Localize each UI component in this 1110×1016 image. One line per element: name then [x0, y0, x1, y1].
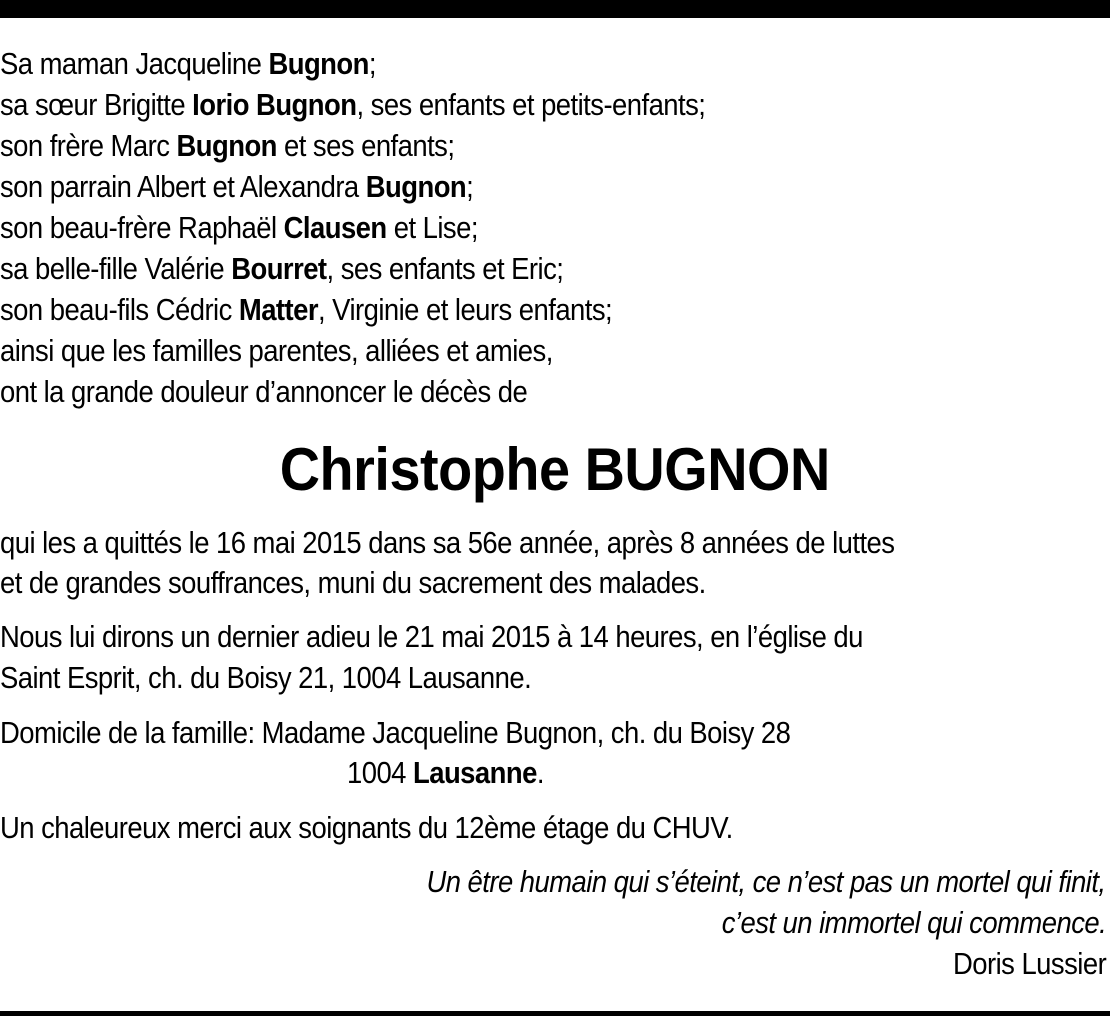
domicile-line-1: Domicile de la famille: Madame Jacqueline Bugnon, ch. du Boisy 28	[0, 716, 791, 750]
announcement-line: ont la grande douleur d’annoncer le décès de	[0, 375, 528, 409]
funeral-line-2: Saint Esprit, ch. du Boisy 21, 1004 Lausanne.	[0, 661, 532, 695]
quote-line-1: Un être humain qui s’éteint, ce n’est pas un mortel qui finit,	[426, 865, 1106, 899]
deceased-name: Christophe BUGNON	[279, 436, 831, 503]
quote-author: Doris Lussier	[952, 947, 1106, 981]
family-line-sister: sa sœur Brigitte Iorio Bugnon, ses enfants et petits-enfants;	[0, 88, 706, 122]
death-notice-line-2: et de grandes souffrances, muni du sacrement des malades.	[0, 566, 706, 600]
bottom-rule	[0, 1011, 1110, 1016]
funeral-line-1: Nous lui dirons un dernier adieu le 21 mai 2015 à 14 heures, en l’église du	[0, 620, 863, 654]
family-line-stepson: son beau-fils Cédric Matter, Virginie et leurs enfants;	[0, 293, 613, 327]
family-line-stepdaughter: sa belle-fille Valérie Bourret, ses enfants et Eric;	[0, 252, 564, 286]
family-line-brother: son frère Marc Bugnon et ses enfants;	[0, 129, 455, 163]
quote-line-2: c’est un immortel qui commence.	[721, 906, 1106, 940]
domicile-line-2: 1004 Lausanne.	[347, 756, 544, 790]
family-line-relatives: ainsi que les familles parentes, alliées et amies,	[0, 334, 553, 368]
thanks-line: Un chaleureux merci aux soignants du 12ème étage du CHUV.	[0, 811, 733, 845]
family-line-mother: Sa maman Jacqueline Bugnon;	[0, 47, 376, 81]
family-line-brother-in-law: son beau-frère Raphaël Clausen et Lise;	[0, 211, 478, 245]
death-notice-line-1: qui les a quittés le 16 mai 2015 dans sa 56e année, après 8 années de luttes	[0, 526, 895, 560]
family-line-godfather: son parrain Albert et Alexandra Bugnon;	[0, 170, 474, 204]
